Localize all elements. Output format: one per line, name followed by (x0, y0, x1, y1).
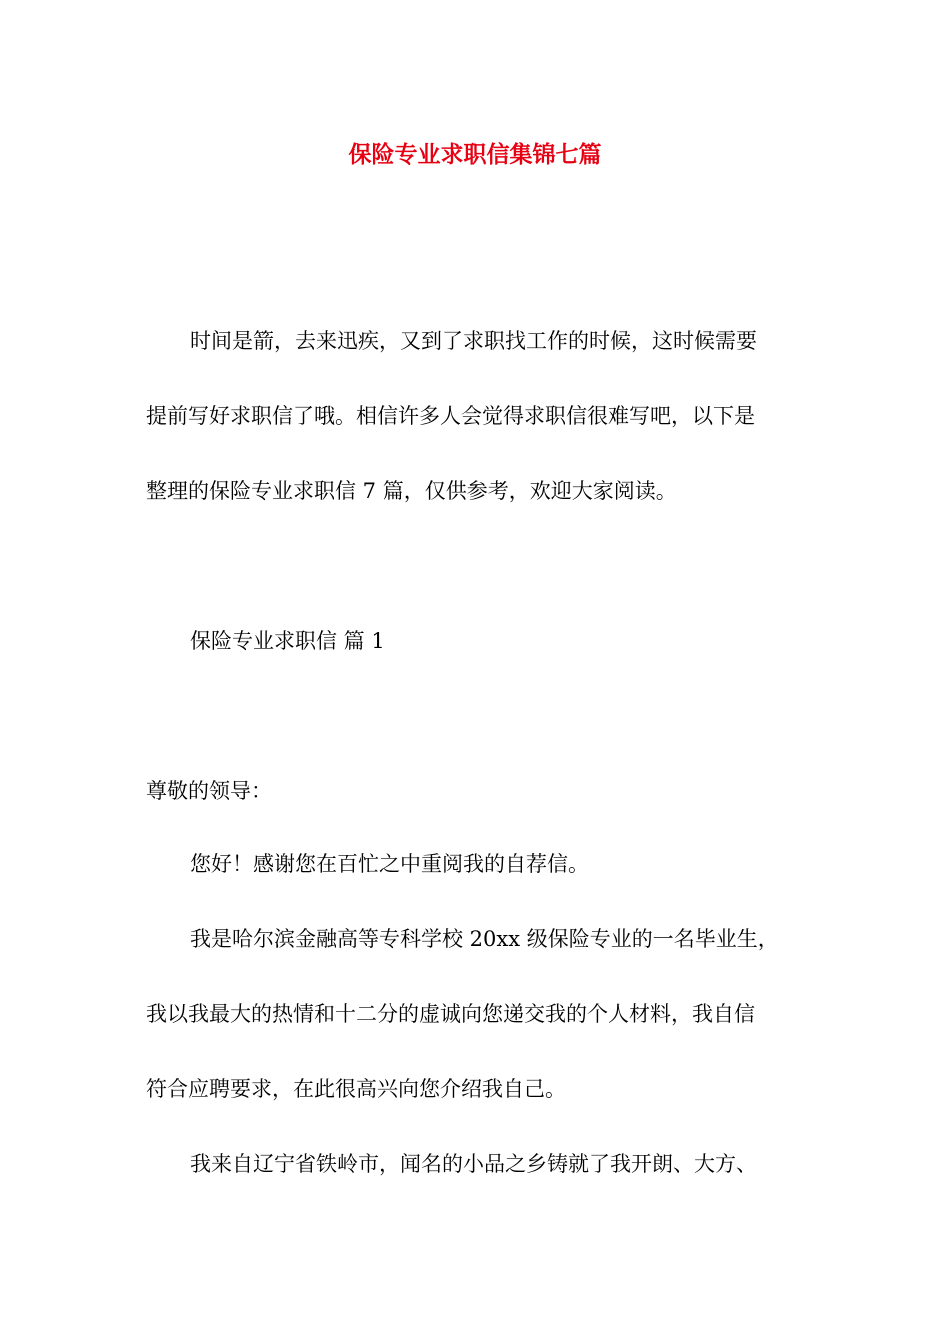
intro-line-2: 提前写好求职信了哦。相信许多人会觉得求职信很难写吧，以下是 (146, 404, 755, 428)
para1-line-2: 我以我最大的热情和十二分的虚诚向您递交我的个人材料，我自信 (146, 1002, 755, 1026)
document-title: 保险专业求职信集锦七篇 (348, 141, 602, 168)
salutation: 尊敬的领导： (146, 779, 272, 803)
para1-line-1: 我是哈尔滨金融高等专科学校 20xx 级保险专业的一名毕业生， (190, 927, 779, 951)
intro-line-3: 整理的保险专业求职信 7 篇，仅供参考，欢迎大家阅读。 (146, 479, 677, 503)
section-heading: 保险专业求职信 篇 1 (190, 629, 385, 653)
intro-line-1: 时间是箭，去来迅疾，又到了求职找工作的时候，这时候需要 (190, 329, 757, 353)
para1-line-3: 符合应聘要求，在此很高兴向您介绍我自己。 (146, 1077, 566, 1101)
para2-line-1: 我来自辽宁省铁岭市，闻名的小品之乡铸就了我开朗、大方、 (190, 1152, 757, 1176)
greeting-line: 您好！感谢您在百忙之中重阅我的自荐信。 (190, 852, 589, 876)
